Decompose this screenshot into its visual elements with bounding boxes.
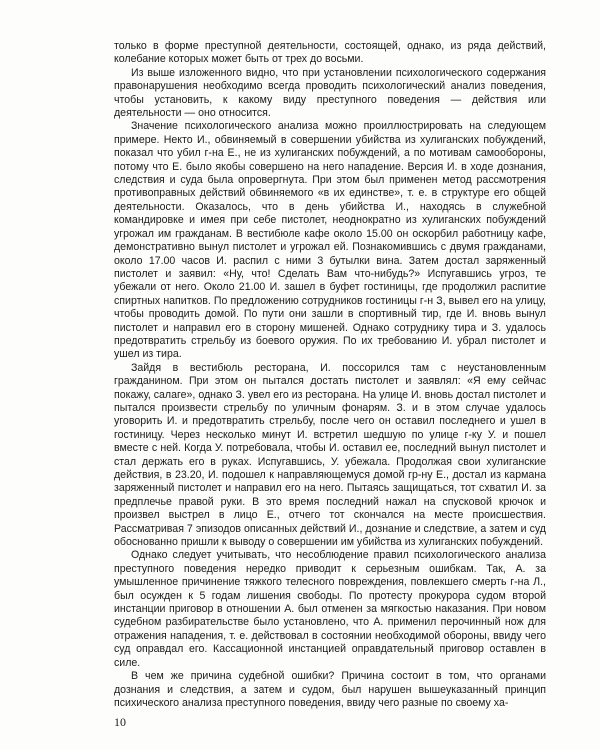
paragraph-3: Значение психологического анализа можно проиллюстрировать на следующем примере. Некто И., обвиняемый в совершении убийства из хулиганских побуждений, показал что убил г-на Е., не из хулиганских побуждений, а по мотивам самообороны, потому что Е. было якобы совершено на него нападение. Версия И. в ходе дознания, следствия и суда была опровергнута. При этом был применен метод рассмотрения противоправных действий обвиняемого «в их единстве», т. е. в структуре его общей деятельности. Оказалось, что в день убийства И., находясь в служебной командировке и имея при себе пистолет, неоднократно из хулиганских побуждений угрожал им гражданам. В вестибюле кафе около 15.00 он оскорбил работницу кафе, демонстративно вынул пистолет и угрожал ей. Познакомившись с двумя гражданами, около 17.00 часов И. распил с ними 3 бутылки вина. Затем достал заряженный пистолет и заявил: «Ну, что! Сделать Вам что-нибудь?» Испугавшись угроз, те убежали от него. Около 21.00 И. зашел в буфет гостиницы, где продолжил распитие спиртных напитков. По предложению сотрудников гостиницы г-н З, вывел его на улицу, чтобы проводить домой. По пути они зашли в спортивный тир, где И. вновь вынул пистолет и направил его в сторону мишеней. Однако сотруднику тира и З. удалось предотвратить стрельбу из боевого оружия. По их требованию И. убрал пистолет и ушел из тира. bbox=[114, 120, 546, 361]
paragraph-2: Из выше изложенного видно, что при установлении психологического содержания правонарушения необходимо всегда проводить психологический анализ поведения, чтобы установить, к какому виду преступного поведения — действия или деятельности — оно относится. bbox=[114, 66, 546, 120]
paragraph-1: только в форме преступной деятельности, состоящей, однако, из ряда действий, колебание которых может быть от трех до восьми. bbox=[114, 40, 546, 66]
paragraph-6: В чем же причина судебной ошибки? Причина состоит в том, что органами дознания и следствия, а затем и судом, был нарушен вышеуказанный принцип психического анализа преступного поведения, ввиду чего разные по своему ха- bbox=[114, 670, 546, 709]
body-text bbox=[114, 40, 546, 710]
paragraph-5: Однако следует учитывать, что несоблюдение правил психологического анализа преступного поведения нередко приводит к серьезным ошибкам. Так, А. за умышленное причинение тяжкого телесного повреждения, повлекшего смерть г-на Л., был осужден к 5 годам лишения свободы. По протесту прокурора судом второй инстанции приговор в отношении А. был отменен за мягкостью наказания. При новом судебном разбирательстве было установлено, что А. применил перочинный нож для отражения нападения, т. е. действовал в состоянии необходимой обороны, ввиду чего суд оправдал его. Кассационной инстанцией оправдательный приговор оставлен в силе. bbox=[114, 549, 546, 669]
page-number: 10 bbox=[114, 715, 126, 729]
paragraph-4: Зайдя в вестибюль ресторана, И. поссорился там с неустановленным гражданином. При этом он пытался достать пистолет и заявлял: «Я ему сейчас покажу, салаге», однако З. увел его из ресторана. На улице И. вновь достал пистолет и пытался произвести стрельбу по уличным фонарям. З. и в этом случае удалось уговорить И. и предотвратить стрельбу, после чего он оставил последнего и ушел в гостиницу. Через несколько минут И. встретил шедшую по улице г-ку У. и пошел вместе с ней. Когда У. потребовала, чтобы И. оставил ее, последний вынул пистолет и стал держать его в руках. Испугавшись, У. убежала. Продолжая свои хулиганские действия, в 23.20, И. подошел к направляющемуся домой гр-ну Е., достал из кармана заряженный пистолет и направил его на него. Пытаясь защищаться, тот схватил И. за предплечье правой руки. В это время последний нажал на спусковой крючок и произвел выстрел в лицо Е., отчего тот скончался на месте происшествия. Рассматривая 7 эпизодов описанных действий И., дознание и следствие, а затем и суд обоснованно пришли к выводу о совершении им убийства из хулиганских побуждений. bbox=[114, 361, 546, 549]
